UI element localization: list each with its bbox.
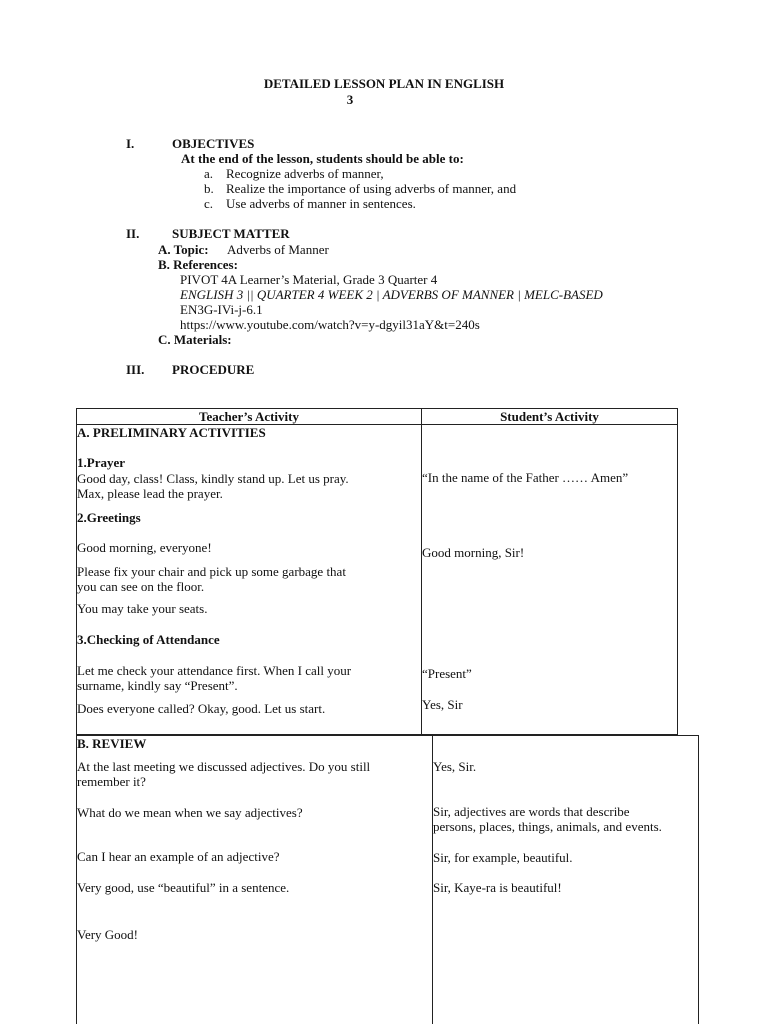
col-header-teacher: Teacher’s Activity <box>198 409 299 424</box>
teacher-line: Does everyone called? Okay, good. Let us start. <box>77 701 326 716</box>
teacher-line: Good morning, everyone! <box>77 540 212 555</box>
teacher-line: Good day, class! Class, kindly stand up. Let us pray. <box>77 471 349 486</box>
prayer-heading: 1.Prayer <box>77 455 126 470</box>
student-line: Sir, adjectives are words that describe <box>433 804 630 819</box>
objective-marker-c: c. <box>204 196 214 211</box>
topic-value: Adverbs of Manner <box>227 242 329 257</box>
teacher-line: Very good, use “beautiful” in a sentence. <box>77 880 290 895</box>
col-header-student: Student’s Activity <box>500 409 599 424</box>
teacher-line: Very Good! <box>77 927 139 942</box>
objective-marker-a: a. <box>204 166 214 181</box>
reference-link[interactable]: https://www.youtube.com/watch?v=y-dgyil31aY&t=240s <box>180 317 480 332</box>
student-line: Sir, for example, beautiful. <box>433 850 573 865</box>
materials-label: C. Materials: <box>158 332 232 347</box>
teacher-line: Can I hear an example of an adjective? <box>77 849 280 864</box>
references-label: B. References: <box>158 257 238 272</box>
doc-grade: 3 <box>346 92 354 107</box>
objective-item-b: Realize the importance of using adverbs of manner, and <box>226 181 517 196</box>
student-line: “Present” <box>422 666 472 681</box>
greetings-heading: 2.Greetings <box>77 510 141 525</box>
teacher-line: Let me check your attendance first. When I call your <box>77 663 352 678</box>
objective-item-c: Use adverbs of manner in sentences. <box>226 196 416 211</box>
reference-item: EN3G-IVi-j-6.1 <box>180 302 263 317</box>
student-line: “In the name of the Father …… Amen” <box>422 470 629 485</box>
objectives-intro: At the end of the lesson, students should be able to: <box>181 151 464 166</box>
objectives-heading: OBJECTIVES <box>172 136 255 151</box>
teacher-line: surname, kindly say “Present”. <box>77 678 238 693</box>
attendance-heading: 3.Checking of Attendance <box>77 632 220 647</box>
student-line: Good morning, Sir! <box>422 545 525 560</box>
teacher-line: Max, please lead the prayer. <box>77 486 223 501</box>
subject-numeral: II. <box>126 226 140 241</box>
objective-item-a: Recognize adverbs of manner, <box>226 166 384 181</box>
objective-marker-b: b. <box>204 181 214 196</box>
teacher-line: What do we mean when we say adjectives? <box>77 805 303 820</box>
section-preliminary-heading: A. PRELIMINARY ACTIVITIES <box>77 425 266 440</box>
doc-title: DETAILED LESSON PLAN IN ENGLISH <box>263 76 505 91</box>
procedure-numeral: III. <box>126 362 145 377</box>
student-line: persons, places, things, animals, and events. <box>433 819 662 834</box>
teacher-line: remember it? <box>77 774 146 789</box>
topic-label: A. Topic: <box>158 242 209 257</box>
reference-item: PIVOT 4A Learner’s Material, Grade 3 Quarter 4 <box>180 272 438 287</box>
student-line: Sir, Kaye-ra is beautiful! <box>433 880 562 895</box>
section-review-heading: B. REVIEW <box>77 736 147 751</box>
student-line: Yes, Sir <box>422 697 463 712</box>
teacher-line: At the last meeting we discussed adjectives. Do you still <box>77 759 371 774</box>
procedure-heading: PROCEDURE <box>172 362 255 377</box>
teacher-line: You may take your seats. <box>77 601 208 616</box>
objectives-numeral: I. <box>126 136 135 151</box>
reference-item: ENGLISH 3 || QUARTER 4 WEEK 2 | ADVERBS OF MANNER | MELC-BASED <box>180 287 603 302</box>
teacher-line: you can see on the floor. <box>77 579 205 594</box>
teacher-line: Please fix your chair and pick up some garbage that <box>77 564 346 579</box>
student-line: Yes, Sir. <box>433 759 477 774</box>
subject-heading: SUBJECT MATTER <box>172 226 290 241</box>
